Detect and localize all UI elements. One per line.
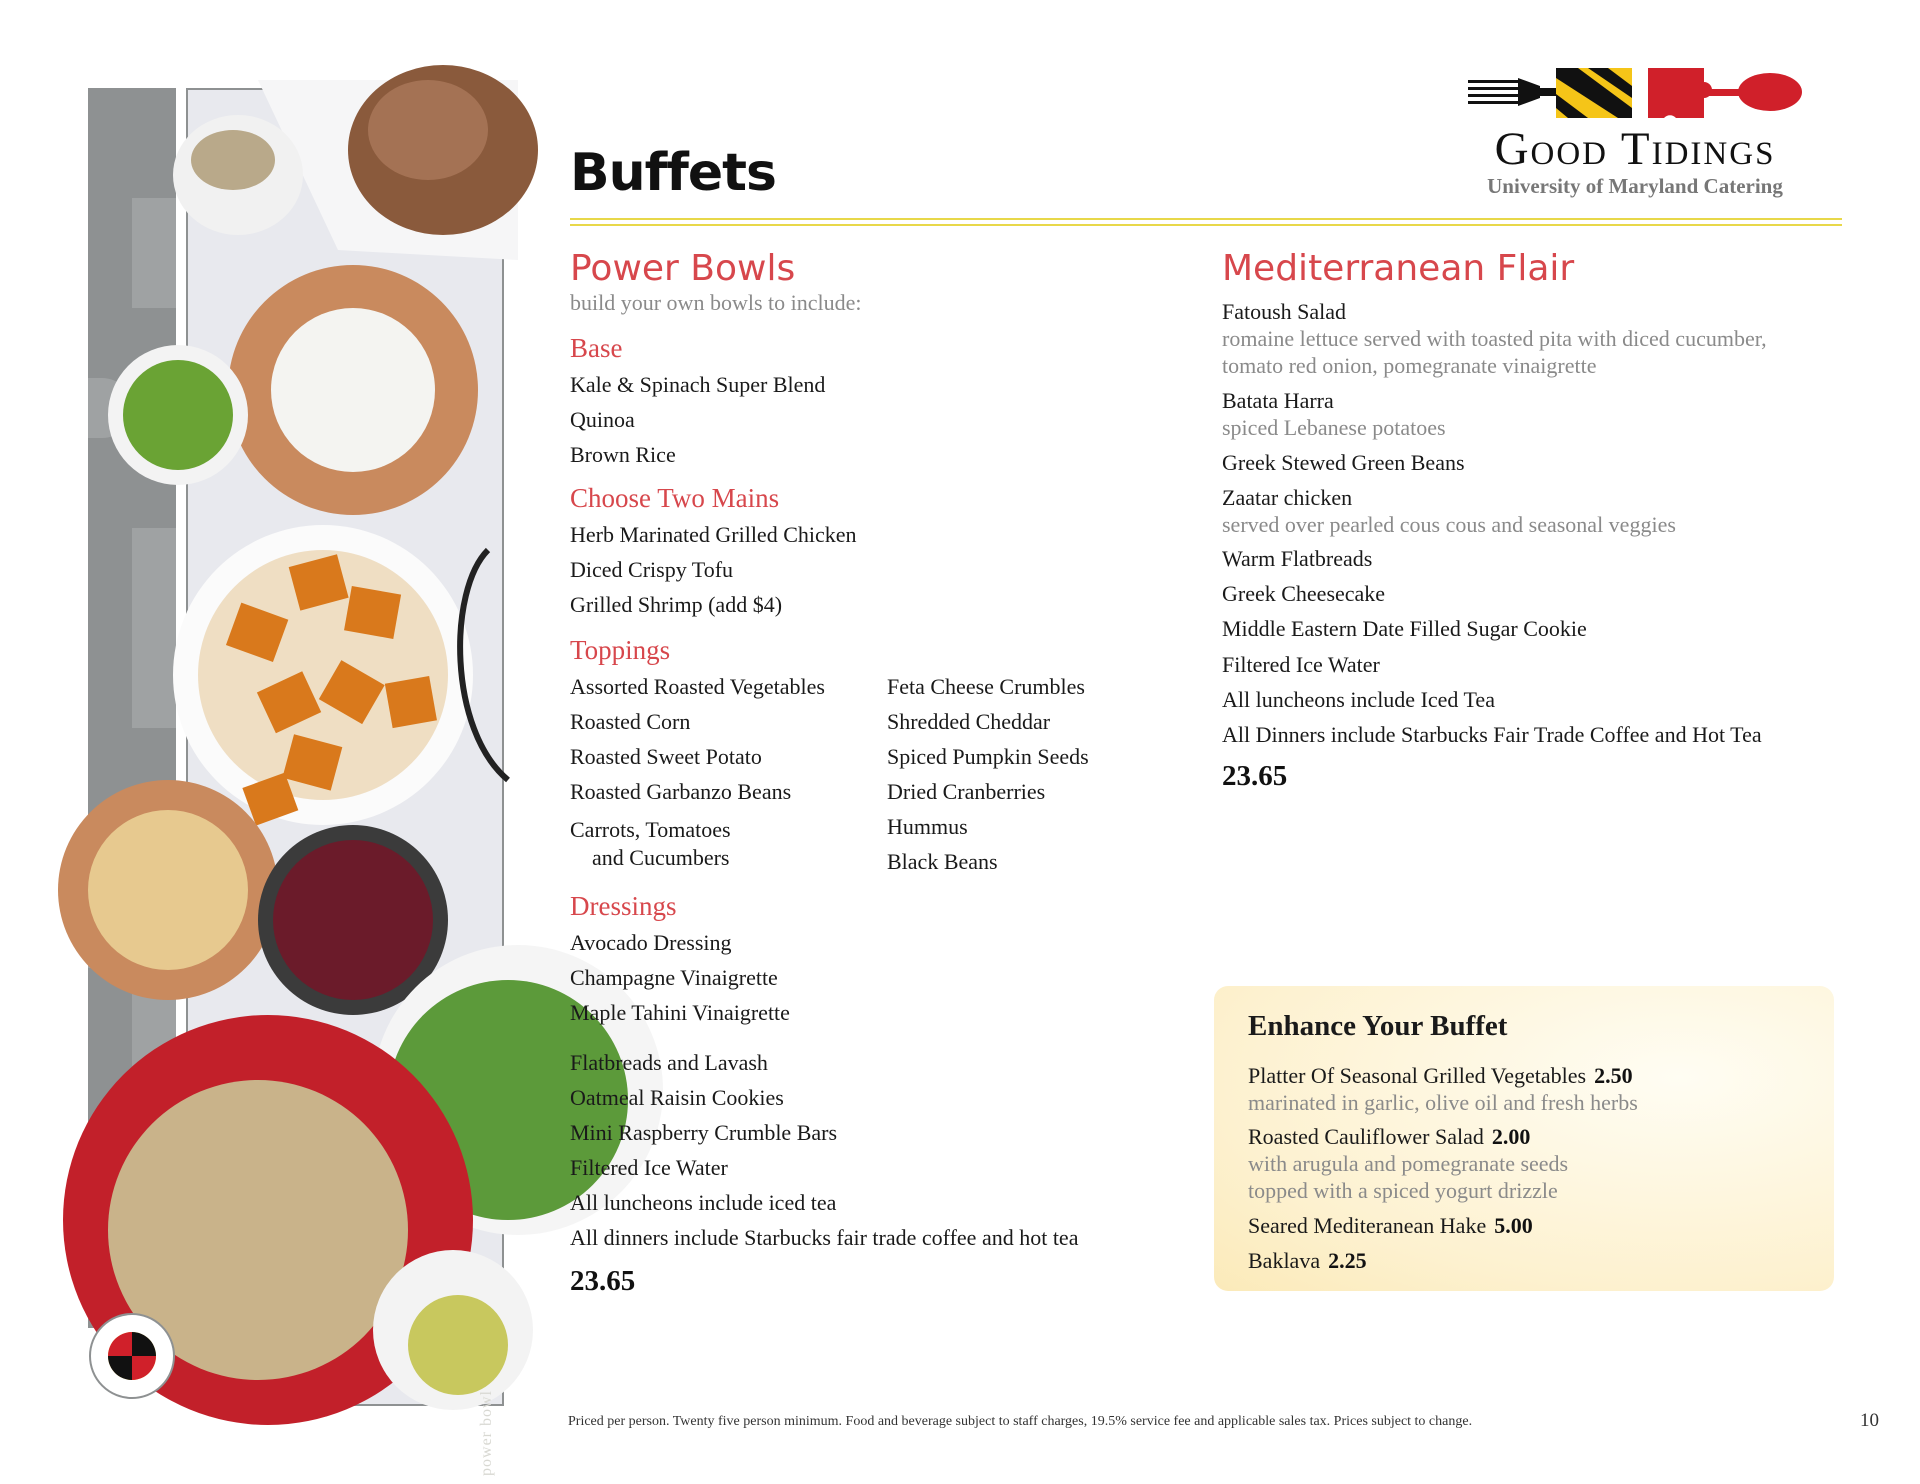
list-item: Brown Rice [570, 442, 676, 467]
photo-caption: power bowl [478, 1390, 495, 1476]
item-name: All Dinners include Starbucks Fair Trade Coffee and Hot Tea [1222, 722, 1762, 747]
item-name: All luncheons include Iced Tea [1222, 687, 1495, 712]
power-bowls-price: 23.65 [570, 1265, 636, 1297]
list-item: Quinoa [570, 407, 635, 432]
list-item: Carrots, Tomatoes [570, 817, 731, 842]
item-name: Baklava [1248, 1248, 1321, 1273]
addon-item [1248, 1247, 1367, 1274]
mains-heading: Choose Two Mains [570, 483, 780, 513]
base-list [570, 367, 825, 472]
list-item: Oatmeal Raisin Cookies [570, 1085, 784, 1110]
item-name: Filtered Ice Water [1222, 652, 1380, 677]
addon-item [1248, 1062, 1638, 1116]
mains-list [570, 517, 857, 622]
list-item: All luncheons include iced tea [570, 1190, 837, 1215]
menu-item [1222, 686, 1495, 713]
item-description: served over pearled cous cous and seasonal veggies [1222, 512, 1676, 537]
list-item: Roasted Garbanzo Beans [570, 779, 792, 804]
toppings-list-right [887, 669, 1089, 879]
item-name: Fatoush Salad [1222, 299, 1347, 324]
item-name: Batata Harra [1222, 388, 1334, 413]
power-bowl-photo [186, 88, 504, 1476]
item-price: 2.50 [1594, 1063, 1633, 1088]
base-heading: Base [570, 333, 623, 363]
logo-subtitle: University of Maryland Catering [1487, 174, 1783, 198]
list-item: Hummus [887, 814, 968, 839]
extras-list [570, 1045, 1078, 1255]
menu-item [1222, 721, 1762, 748]
menu-item [1222, 615, 1587, 642]
menu-item [1222, 580, 1385, 607]
list-item: Roasted Sweet Potato [570, 744, 762, 769]
toppings-heading: Toppings [570, 635, 671, 665]
menu-item [1222, 449, 1465, 476]
toppings-list-left [570, 669, 825, 872]
list-item: Kale & Spinach Super Blend [570, 372, 826, 397]
logo-name: Good Tidings [1494, 123, 1776, 175]
item-description: tomato red onion, pomegranate vinaigrette [1222, 353, 1597, 378]
list-item: Filtered Ice Water [570, 1155, 728, 1180]
university-seal-icon [88, 1312, 176, 1400]
item-description: topped with a spiced yogurt drizzle [1248, 1178, 1558, 1203]
list-item: All dinners include Starbucks fair trade coffee and hot tea [570, 1225, 1079, 1250]
divider [570, 218, 1842, 220]
footer-note: Priced per person. Twenty five person minimum. Food and beverage subject to staff charges, 19.5% service fee and applicable sales tax. Prices subject to change. [568, 1414, 1473, 1429]
page-title: Buffets [570, 143, 776, 203]
item-description: romaine lettuce served with toasted pita with diced cucumber, [1222, 326, 1767, 351]
menu-item [1222, 545, 1372, 572]
item-name: Roasted Cauliflower Salad [1248, 1124, 1484, 1149]
list-item: Roasted Corn [570, 709, 691, 734]
item-name: Seared Mediteranean Hake [1248, 1213, 1487, 1238]
divider [570, 224, 1842, 226]
item-name: Middle Eastern Date Filled Sugar Cookie [1222, 616, 1587, 641]
list-item: and Cucumbers [592, 845, 730, 870]
power-bowls-intro: build your own bowls to include: [570, 290, 862, 315]
list-item: Flatbreads and Lavash [570, 1050, 768, 1075]
fork-spoon-logo-icon [1468, 64, 1802, 120]
list-item: Assorted Roasted Vegetables [570, 674, 825, 699]
list-item: Black Beans [887, 849, 998, 874]
mediterranean-title: Mediterranean Flair [1222, 248, 1575, 289]
item-price: 2.00 [1491, 1124, 1531, 1149]
menu-item [1222, 484, 1676, 538]
list-item: Avocado Dressing [570, 930, 732, 955]
list-item: Grilled Shrimp (add $4) [570, 592, 783, 617]
list-item: Spiced Pumpkin Seeds [887, 744, 1089, 769]
item-description: with arugula and pomegranate seeds [1248, 1151, 1569, 1176]
item-name: Zaatar chicken [1222, 485, 1353, 510]
addon-item [1248, 1123, 1568, 1204]
menu-item [1222, 298, 1767, 379]
page-number: 10 [1860, 1410, 1879, 1431]
item-description: marinated in garlic, olive oil and fresh herbs [1248, 1090, 1638, 1115]
mediterranean-price: 23.65 [1222, 760, 1288, 792]
addon-item [1248, 1212, 1533, 1239]
item-name: Platter Of Seasonal Grilled Vegetables [1248, 1063, 1587, 1088]
menu-item [1222, 387, 1446, 441]
list-item: Dried Cranberries [887, 779, 1046, 804]
item-price: 5.00 [1494, 1213, 1533, 1238]
item-name: Greek Stewed Green Beans [1222, 450, 1465, 475]
list-item: Maple Tahini Vinaigrette [570, 1000, 790, 1025]
power-bowls-title: Power Bowls [570, 248, 796, 289]
menu-item [1222, 651, 1380, 678]
list-item: Herb Marinated Grilled Chicken [570, 522, 857, 547]
list-item: Champagne Vinaigrette [570, 965, 778, 990]
list-item: Shredded Cheddar [887, 709, 1051, 734]
enhance-title: Enhance Your Buffet [1248, 1010, 1508, 1042]
list-item: Feta Cheese Crumbles [887, 674, 1085, 699]
item-name: Greek Cheesecake [1222, 581, 1386, 606]
dressings-heading: Dressings [570, 891, 677, 921]
food-illustration [188, 90, 502, 1404]
list-item: Mini Raspberry Crumble Bars [570, 1120, 838, 1145]
enhance-buffet-panel [1214, 986, 1834, 1291]
item-name: Warm Flatbreads [1222, 546, 1373, 571]
dressings-list [570, 925, 790, 1030]
item-price: 2.25 [1328, 1248, 1367, 1273]
list-item: Diced Crispy Tofu [570, 557, 734, 582]
item-description: spiced Lebanese potatoes [1222, 415, 1446, 440]
